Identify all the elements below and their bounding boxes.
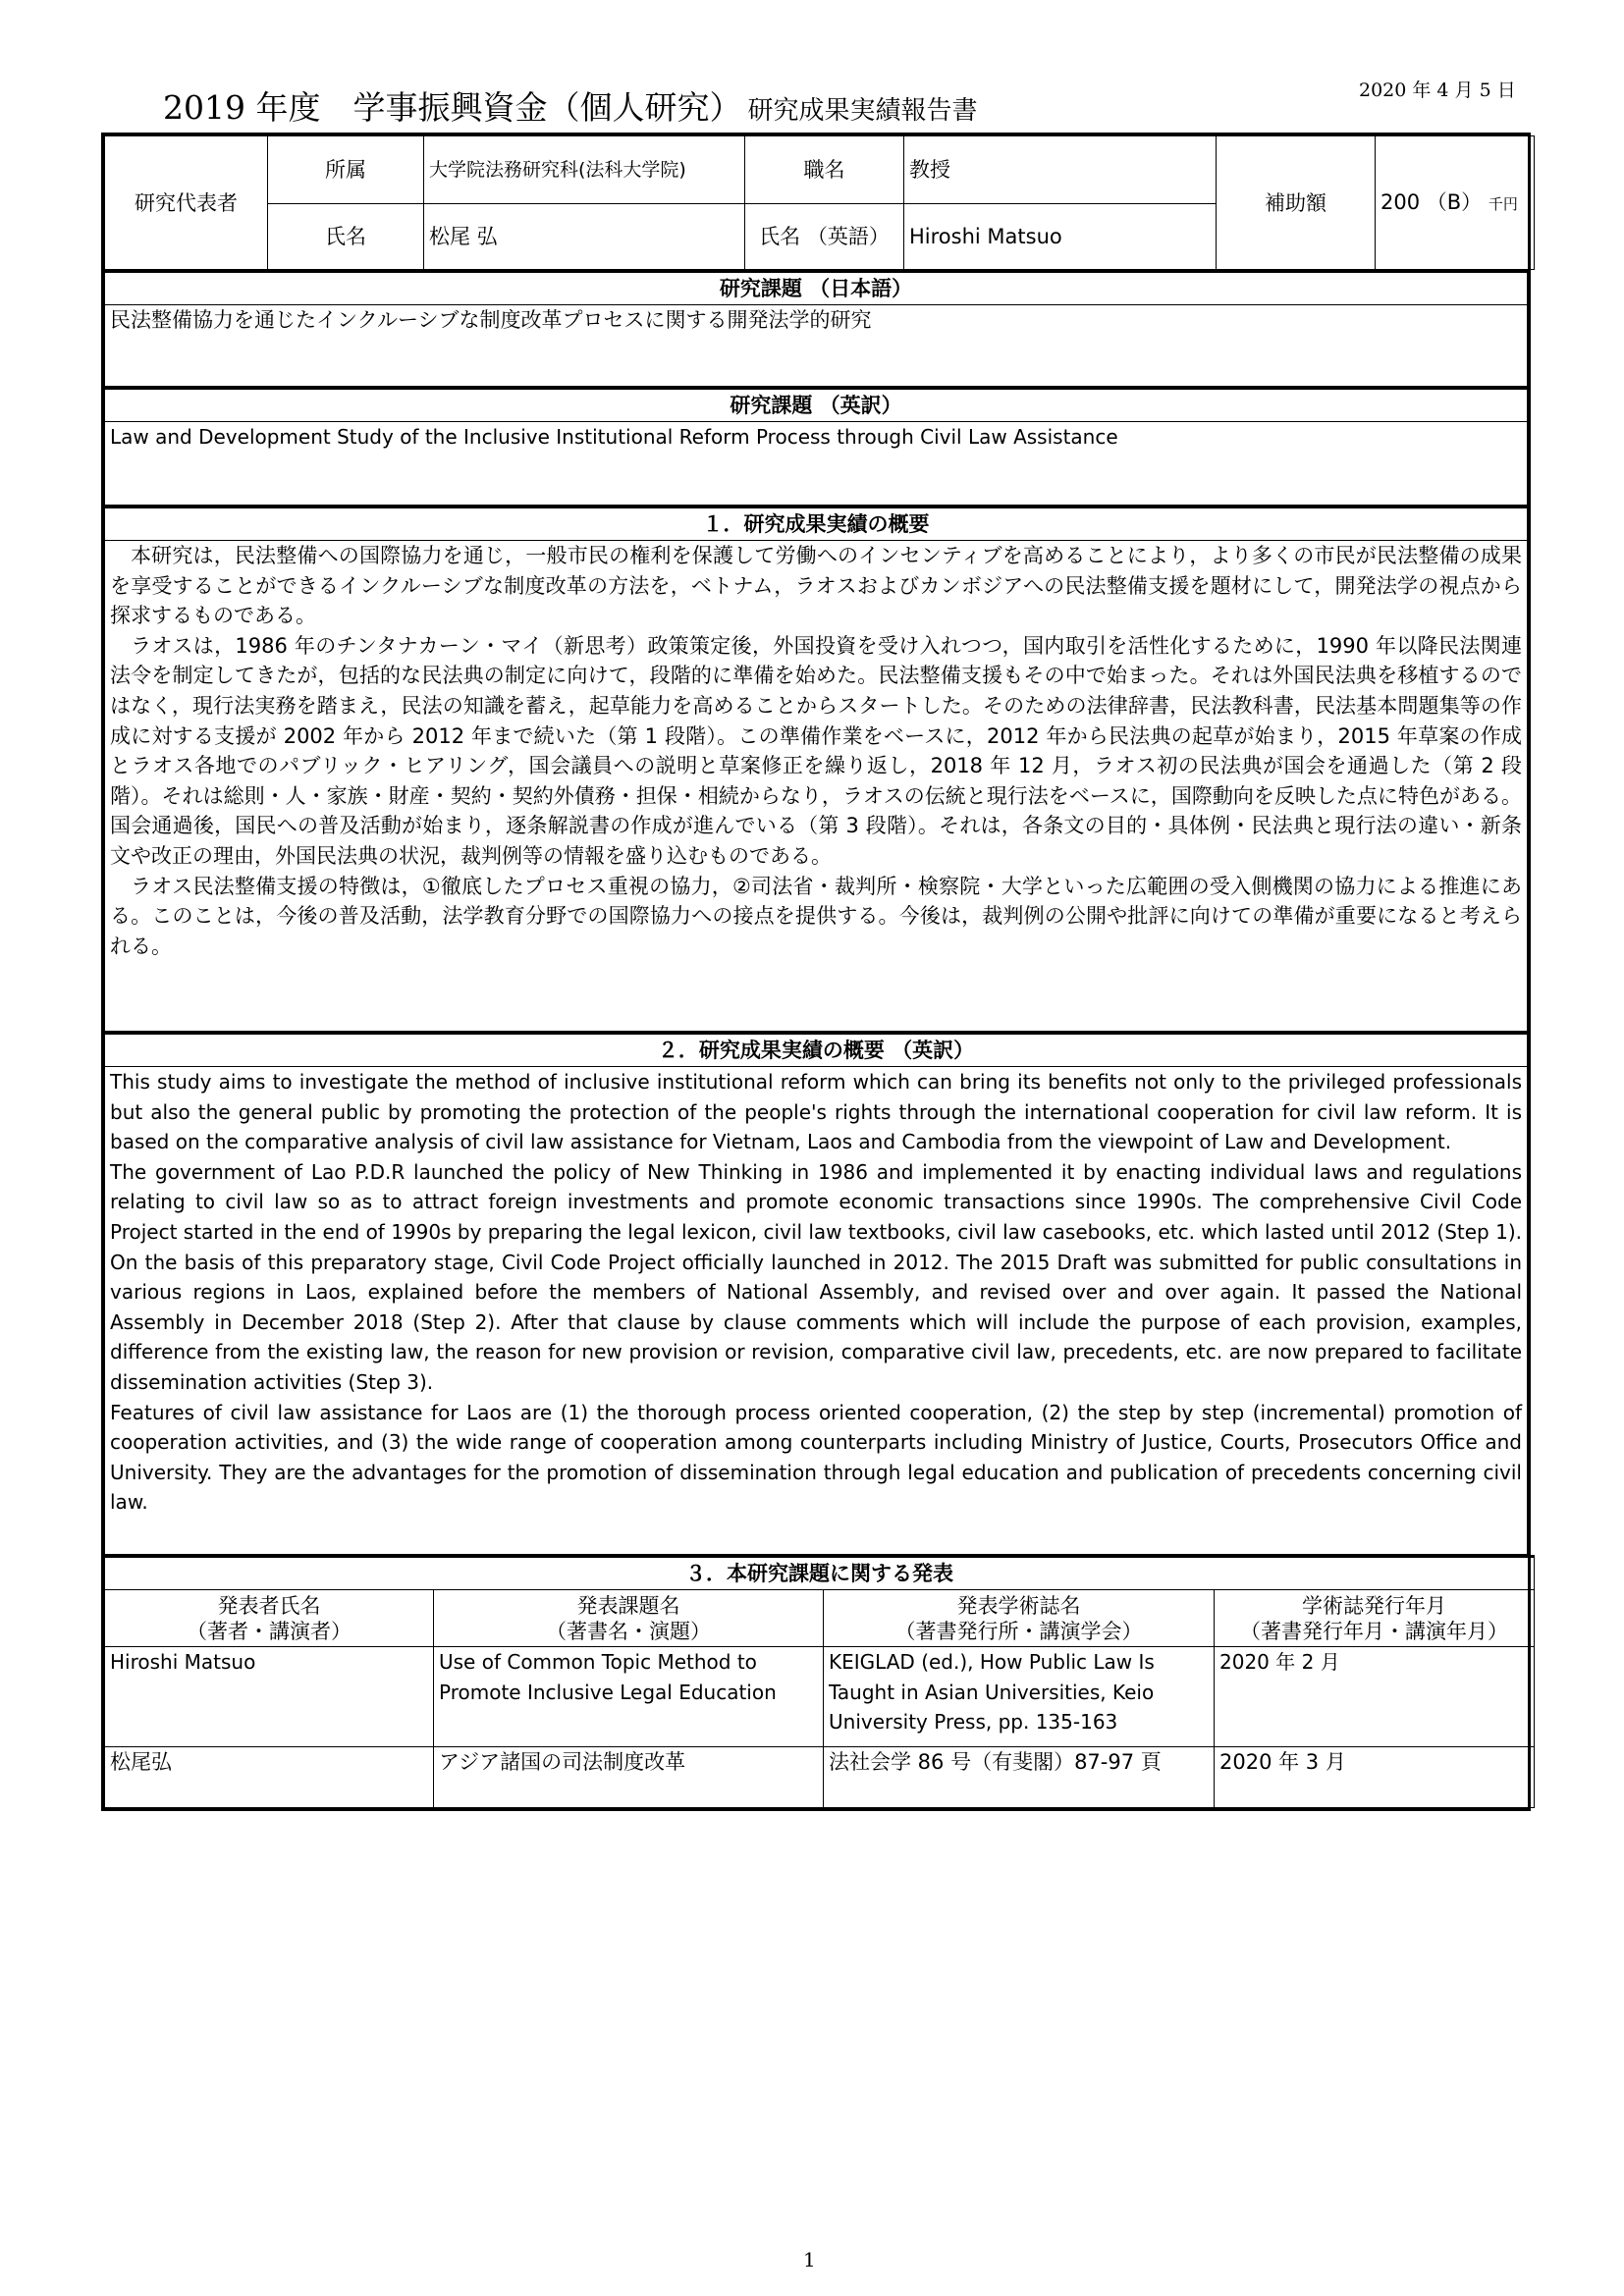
column-header-presenter: 発表者氏名 （著者・講演者） [105,1590,434,1647]
column-header-title: 発表課題名 （著書名・演題） [434,1590,824,1647]
summary-en-heading: ２．研究成果実績の概要 （英訳） [105,1034,1528,1067]
title-cell: Use of Common Topic Method to Promote Inclusive Legal Education [434,1647,824,1747]
topic-en-text: Law and Development Study of the Inclusive Institutional Reform Process through Civil Law Assistance [105,422,1528,506]
topic-en-heading: 研究課題 （英訳） [105,389,1528,422]
column-header-date: 学術誌発行年月 （著書発行年月・講演年月） [1215,1590,1535,1647]
date-cell: 2020 年 2 月 [1215,1647,1535,1747]
affiliation-value: 大学院法務研究科(法科大学院) [424,136,745,204]
date-cell: 2020 年 3 月 [1215,1747,1535,1808]
grant-value: 200 （B） [1380,189,1483,214]
topic-jp-text: 民法整備協力を通じたインクルーシブな制度改革プロセスに関する開発法学的研究 [105,305,1528,387]
summary-en-paragraph: This study aims to investigate the method of inclusive institutional reform which can bring its benefits not only to the privileged professionals but also the general public by promoting the protection of the people's rights through the international cooperation for civil law reform. It is based on the comparative analysis of civil law assistance for Vietnam, Laos and Cambodia from the viewpoint of Law and Development. [110,1070,1522,1154]
title-cell: アジア諸国の司法制度改革 [434,1747,824,1808]
column-header-journal: 発表学術誌名 （著書発行所・講演学会） [824,1590,1215,1647]
page-number: 1 [803,2248,816,2271]
journal-cell: 法社会学 86 号（有斐閣）87-97 頁 [824,1747,1215,1808]
grant-unit: 千円 [1488,194,1518,213]
publications-table [104,1555,1535,1808]
summary-en-paragraph: The government of Lao P.D.R launched the policy of New Thinking in 1986 and implemented it by enacting individual laws and regulations relating to civil law so as to attract foreign investments and promote economic transactions since 1990s. The comprehensive Civil Code Project started in the end of 1990s by preparing the legal lexicon, civil law textbooks, civil law casebooks, etc. which lasted until 2012 (Step 1). On the basis of this preparatory stage, Civil Code Project officially launched in 2012. The 2015 Draft was submitted for public consultations in various regions in Laos, explained before the members of National Assembly, and revised over and over again. It passed the National Assembly in December 2018 (Step 2). After that clause by clause comments which will include the purpose of each provision, examples, difference from the existing law, the reason for new provision or revision, comparative civil law, precedents, etc. are now prepared to facilitate dissemination activities (Step 3). [110,1159,1522,1394]
title-main: 2019 年度 学事振興資金（個人研究） [163,88,742,127]
position-label: 職名 [745,136,904,204]
presenter-cell: 松尾弘 [105,1747,434,1808]
title-sub: 研究成果実績報告書 [747,96,978,126]
page-title [163,82,978,129]
summary-en-section [104,1032,1528,1555]
info-table [104,135,1535,270]
summary-en-paragraph: Features of civil law assistance for Laos are (1) the thorough process oriented cooperation, (2) the step by step (incremental) promotion of cooperation activities, and (3) the wide range of cooperation among counterparts including Ministry of Justice, Courts, Prosecutors Office and University. They are the advantages for the promotion of dissemination through legal education and publication of precedents concerning civil law. [110,1400,1522,1515]
report-form [101,133,1531,1811]
summary-jp-paragraph: ラオスは，1986 年のチンタナカーン・マイ（新思考）政策策定後，外国投資を受け入れつつ，国内取引を活性化するために，1990 年以降民法関連法令を制定してきたが，包括的な民法典の制定に向けて，段階的に準備を始めた。民法整備支援もその中で始まった。それは外国民法典を移植するのではなく，現行法実務を踏まえ，民法の知識を蓄え，起草能力を高めることからスタートした。そのための法律辞書，民法教科書，民法基本問題集等の作成に対する支援が 2002 年から 2012 年まで続いた（第 1 段階）。この準備作業をベースに，2012 年から民法典の起草が始まり，2015 年草案の作成とラオス各地でのパブリック・ヒアリング，国会議員への説明と草案修正を繰り返し，2018 年 12 月，ラオス初の民法典が国会を通過した（第 2 段階）。それは総則・人・家族・財産・契約・契約外債務・担保・相続からなり，ラオスの伝統と現行法をベースに，国際動向を反映した点に特色がある。国会通過後，国民への普及活動が始まり，逐条解説書の作成が進んでいる（第 3 段階）。それは，各条文の目的・具体例・民法典と現行法の違い・新条文や改正の理由，外国民法典の状況，裁判例等の情報を盛り込むものである。 [110,633,1522,868]
topic-jp-section [104,270,1528,387]
topic-en-section [104,387,1528,506]
summary-jp-heading: １．研究成果実績の概要 [105,507,1528,541]
name-en-label: 氏名 （英語） [745,204,904,270]
summary-jp-body [105,541,1528,1032]
table-row [105,1647,1535,1747]
topic-jp-heading: 研究課題 （日本語） [105,272,1528,305]
report-date: 2020 年 4 月 5 日 [1359,80,1516,101]
representative-label: 研究代表者 [105,136,268,270]
name-label: 氏名 [268,204,424,270]
summary-jp-section [104,506,1528,1032]
summary-en-body [105,1067,1528,1555]
affiliation-label: 所属 [268,136,424,204]
grant-label: 補助額 [1217,136,1376,270]
grant-amount [1376,136,1535,270]
summary-jp-paragraph: ラオス民法整備支援の特徴は，①徹底したプロセス重視の協力，②司法省・裁判所・検察院・大学といった広範囲の受入側機関の協力による推進にある。このことは，今後の普及活動，法学教育分野での国際協力への接点を提供する。今後は，裁判例の公開や批評に向けての準備が重要になると考えられる。 [110,874,1522,958]
publications-heading: ３．本研究課題に関する発表 [105,1557,1535,1590]
table-row [105,1747,1535,1808]
name-en-value: Hiroshi Matsuo [904,204,1217,270]
summary-jp-paragraph: 本研究は，民法整備への国際協力を通じ，一般市民の権利を保護して労働へのインセンティブを高めることにより，より多くの市民が民法整備の成果を享受することができるインクルーシブな制度改革の方法を，ベトナム，ラオスおよびカンボジアへの民法整備支援を題材にして，開発法学の視点から探求するものである。 [110,544,1522,628]
journal-cell: KEIGLAD (ed.), How Public Law Is Taught in Asian Universities, Keio University Press, pp. 135-163 [824,1647,1215,1747]
name-value: 松尾 弘 [424,204,745,270]
presenter-cell: Hiroshi Matsuo [105,1647,434,1747]
position-value: 教授 [904,136,1217,204]
